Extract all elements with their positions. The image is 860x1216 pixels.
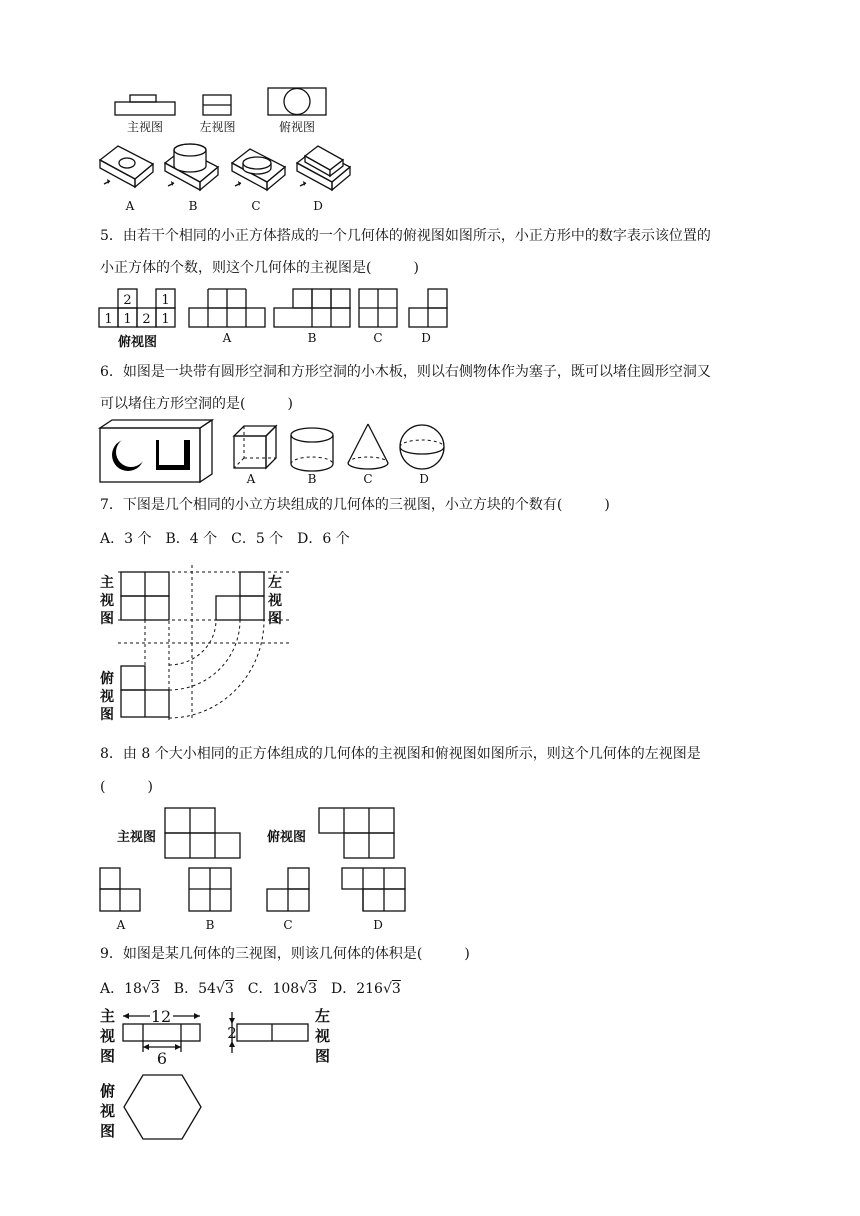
- q9-dim-height: 2: [227, 1024, 237, 1042]
- q9-front-label-2: 视: [100, 1027, 116, 1045]
- q5-text-line2: 小正方体的个数，则这个几何体的主视图是( ): [100, 260, 419, 276]
- q5-option-a: A: [222, 331, 232, 345]
- q7-choices: A．3 个 B．4 个 C．5 个 D．6 个: [100, 531, 350, 547]
- q7-front-label-3: 图: [100, 611, 114, 627]
- q9-front-label-1: 主: [100, 1007, 116, 1025]
- q9-top-label-3: 图: [100, 1122, 116, 1140]
- q9-choices: A．18√3 B．54√3 C．108√3 D．216√3: [100, 981, 401, 997]
- q8-option-c: C: [283, 918, 293, 932]
- q9-choice-a: A．18: [100, 981, 142, 997]
- q7-side-label-1: 左: [268, 575, 282, 591]
- q6-option-b: B: [307, 472, 317, 486]
- q9-radicand-d: 3: [391, 981, 401, 997]
- q8-option-a: A: [116, 918, 126, 932]
- q5-option-d: D: [421, 331, 431, 345]
- q5-option-b: B: [307, 331, 317, 345]
- q5-grid-top-1: 2: [123, 293, 132, 308]
- q9-side-label-2: 视: [315, 1027, 331, 1045]
- q6-text-line2: 可以堵住方形空洞的是( ): [100, 396, 293, 412]
- q9-choice-b: B．54: [173, 981, 216, 997]
- q5-grid-bottom-1: 1: [104, 312, 113, 327]
- q7-side-label-3: 图: [268, 611, 282, 627]
- q5-top-view-caption: 俯视图: [118, 335, 158, 350]
- q9-top-label-1: 俯: [100, 1082, 116, 1100]
- q8-option-b: B: [205, 918, 215, 932]
- q9-dim-width: 12: [150, 1007, 172, 1026]
- q4-option-c: C: [251, 199, 261, 213]
- q7-front-label-1: 主: [100, 575, 114, 591]
- q4-view-label-top: 俯视图: [278, 120, 315, 134]
- q8-text-line2: ( ): [100, 779, 153, 795]
- q6-text-line1: 6．如图是一块带有圆形空洞和方形空洞的小木板，则以右侧物体作为塞子，既可以堵住圆形空洞又: [100, 364, 711, 380]
- q8-text-line1: 8．由 8 个大小相同的正方体组成的几何体的主视图和俯视图如图所示，则这个几何体的左视图是: [100, 746, 701, 762]
- q4-view-label-front: 主视图: [126, 120, 163, 134]
- q9-side-label-3: 图: [315, 1047, 331, 1065]
- q9-radicand-a: 3: [150, 981, 160, 997]
- q8-top-caption: 俯视图: [267, 830, 307, 845]
- q8-front-caption: 主视图: [117, 830, 157, 845]
- q9-dim-inner: 6: [156, 1049, 168, 1068]
- q4-option-d: D: [313, 199, 323, 213]
- q8-option-d: D: [373, 918, 383, 932]
- q9-top-label-2: 视: [100, 1102, 116, 1120]
- q7-text: 7．下图是几个相同的小立方块组成的几何体的三视图，小立方块的个数有( ): [100, 497, 610, 513]
- q5-grid-top-2: 1: [161, 293, 170, 308]
- q7-top-label-2: 视: [100, 689, 114, 705]
- q7-side-label-2: 视: [268, 593, 282, 609]
- q7-top-label-3: 图: [100, 707, 114, 723]
- q5-grid-bottom-2: 1: [123, 312, 132, 327]
- q9-choice-d: D．216: [331, 981, 383, 997]
- q6-option-c: C: [363, 472, 373, 486]
- q5-option-c: C: [373, 331, 383, 345]
- q9-radicand-b: 3: [224, 981, 234, 997]
- q9-front-label-3: 图: [100, 1047, 116, 1065]
- q9-text: 9．如图是某几何体的三视图，则该几何体的体积是( ): [100, 946, 470, 962]
- q7-front-label-2: 视: [100, 593, 114, 609]
- q9-radicand-c: 3: [308, 981, 318, 997]
- q7-top-label-1: 俯: [100, 671, 114, 687]
- q4-view-label-side: 左视图: [199, 120, 236, 134]
- q6-option-a: A: [246, 472, 256, 486]
- q9-side-label-1: 左: [315, 1007, 331, 1025]
- q5-grid-bottom-4: 1: [161, 312, 170, 327]
- q5-text-line1: 5．由若干个相同的小正方体搭成的一个几何体的俯视图如图所示，小正方形中的数字表示该位置的: [100, 228, 711, 244]
- q4-option-a: A: [125, 199, 135, 213]
- q9-choice-c: C．108: [247, 981, 300, 997]
- q4-option-b: B: [188, 199, 198, 213]
- q5-grid-bottom-3: 2: [142, 312, 151, 327]
- q6-option-d: D: [419, 472, 429, 486]
